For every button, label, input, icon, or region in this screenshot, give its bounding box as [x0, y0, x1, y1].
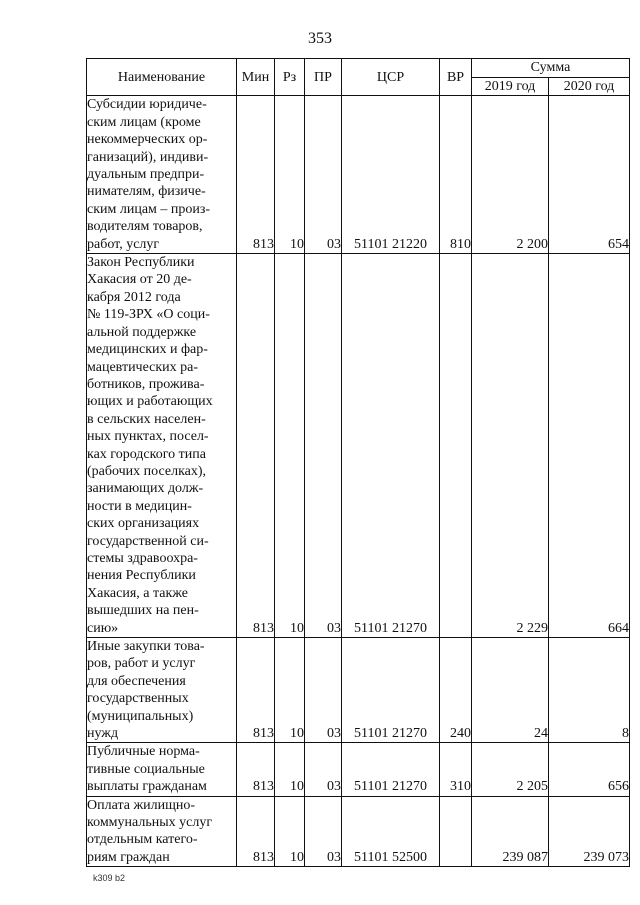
table-row: [87, 254, 630, 638]
table-row: [87, 638, 630, 743]
row-name: [87, 796, 237, 867]
row-name-line: дуальным предпри-: [87, 167, 205, 183]
row-name-line: нимателям, физиче-: [87, 184, 206, 200]
row-name-line: тивные социальные: [87, 761, 205, 777]
col-header-pr: ПР: [305, 59, 342, 96]
row-name-line: ных пунктах, посел-: [87, 429, 209, 445]
row-name: [87, 96, 237, 254]
cell-vr: 310: [440, 743, 472, 796]
cell-pr: 03: [305, 638, 342, 743]
cell-pr: 03: [305, 796, 342, 867]
row-name-line: Хакасия, а также: [87, 585, 188, 601]
row-name-line: коммунальных услуг: [87, 815, 213, 831]
row-name-line: ских организациях: [87, 516, 200, 532]
row-name-line: Оплата жилищно-: [87, 797, 196, 813]
row-name-line: в сельских населен-: [87, 411, 206, 427]
cell-min: 813: [237, 796, 275, 867]
cell-y2019: 2 229: [472, 254, 549, 638]
cell-y2020: 8: [549, 638, 630, 743]
cell-csr: 51101 21270: [342, 743, 440, 796]
col-header-sum: Сумма: [472, 59, 630, 78]
cell-rz: 10: [275, 96, 305, 254]
row-name-line: (муниципальных): [87, 708, 194, 724]
row-name-line: Хакасия от 20 де-: [87, 272, 192, 288]
row-name-line: (рабочих поселках),: [87, 463, 207, 479]
cell-csr: 51101 21220: [342, 96, 440, 254]
cell-pr: 03: [305, 254, 342, 638]
col-header-rz: Рз: [275, 59, 305, 96]
cell-vr: 810: [440, 96, 472, 254]
cell-rz: 10: [275, 796, 305, 867]
row-name-line: государственных: [87, 691, 189, 707]
col-header-csr: ЦСР: [342, 59, 440, 96]
row-name-line: медицинских и фар-: [87, 342, 208, 358]
row-name-line: нужд: [87, 726, 119, 742]
row-name: [87, 254, 237, 638]
row-name: [87, 638, 237, 743]
cell-vr: [440, 796, 472, 867]
cell-min: 813: [237, 254, 275, 638]
row-name: [87, 743, 237, 796]
row-name-line: Публичные норма-: [87, 744, 200, 760]
row-name-line: вышедших на пен-: [87, 603, 199, 619]
cell-y2019: 239 087: [472, 796, 549, 867]
row-name-line: выплаты гражданам: [87, 779, 207, 795]
row-name-line: ботников, прожива-: [87, 376, 205, 392]
cell-y2019: 2 205: [472, 743, 549, 796]
row-name-line: альной поддержке: [87, 324, 197, 340]
row-name-line: ским лицам – произ-: [87, 201, 211, 217]
row-name-line: занимающих долж-: [87, 481, 204, 497]
col-header-2020: 2020 год: [549, 78, 630, 96]
cell-vr: [440, 254, 472, 638]
row-name-line: сию»: [87, 620, 119, 636]
table-row: [87, 96, 630, 254]
cell-rz: 10: [275, 743, 305, 796]
table-row: [87, 796, 630, 867]
cell-min: 813: [237, 743, 275, 796]
row-name-line: некоммерческих ор-: [87, 132, 208, 148]
row-name-line: нения Республики: [87, 568, 196, 584]
cell-pr: 03: [305, 743, 342, 796]
row-name-line: работ, услуг: [87, 236, 160, 252]
col-header-name: Наименование: [87, 59, 237, 96]
cell-min: 813: [237, 638, 275, 743]
row-name-line: государственной си-: [87, 533, 209, 549]
row-name-line: отдельным катего-: [87, 832, 198, 848]
cell-rz: 10: [275, 254, 305, 638]
row-name-line: ров, работ и услуг: [87, 656, 196, 672]
row-name-line: ганизаций), индиви-: [87, 149, 209, 165]
cell-csr: 51101 21270: [342, 638, 440, 743]
col-header-2019: 2019 год: [472, 78, 549, 96]
cell-rz: 10: [275, 638, 305, 743]
cell-min: 813: [237, 96, 275, 254]
cell-y2020: 654: [549, 96, 630, 254]
row-name-line: риям граждан: [87, 849, 170, 865]
cell-y2020: 664: [549, 254, 630, 638]
page-number: 353: [308, 30, 332, 47]
cell-csr: 51101 21270: [342, 254, 440, 638]
cell-y2019: 24: [472, 638, 549, 743]
cell-y2020: 239 073: [549, 796, 630, 867]
row-name-line: Закон Республики: [87, 255, 195, 271]
cell-y2020: 656: [549, 743, 630, 796]
col-header-min: Мин: [237, 59, 275, 96]
table-body: [87, 96, 630, 867]
cell-y2019: 2 200: [472, 96, 549, 254]
row-name-line: кабря 2012 года: [87, 289, 181, 305]
row-name-line: № 119-ЗРХ «О соци-: [87, 307, 210, 323]
row-name-line: ках городского типа: [87, 446, 206, 462]
row-name-line: для обеспечения: [87, 673, 186, 689]
col-header-vr: ВР: [440, 59, 472, 96]
cell-vr: 240: [440, 638, 472, 743]
row-name-line: мацевтических ра-: [87, 359, 199, 375]
row-name-line: ющих и работающих: [87, 394, 213, 410]
row-name-line: Иные закупки това-: [87, 639, 205, 654]
cell-csr: 51101 52500: [342, 796, 440, 867]
budget-table: [86, 58, 630, 867]
table-row: [87, 743, 630, 796]
row-name-line: стемы здравоохра-: [87, 550, 198, 566]
row-name-line: ности в медицин-: [87, 498, 192, 514]
row-name-line: Субсидии юридиче-: [87, 97, 207, 113]
footer-code: k309 b2: [93, 873, 126, 883]
row-name-line: ским лицам (кроме: [87, 114, 201, 130]
row-name-line: водителям товаров,: [87, 219, 203, 235]
cell-pr: 03: [305, 96, 342, 254]
